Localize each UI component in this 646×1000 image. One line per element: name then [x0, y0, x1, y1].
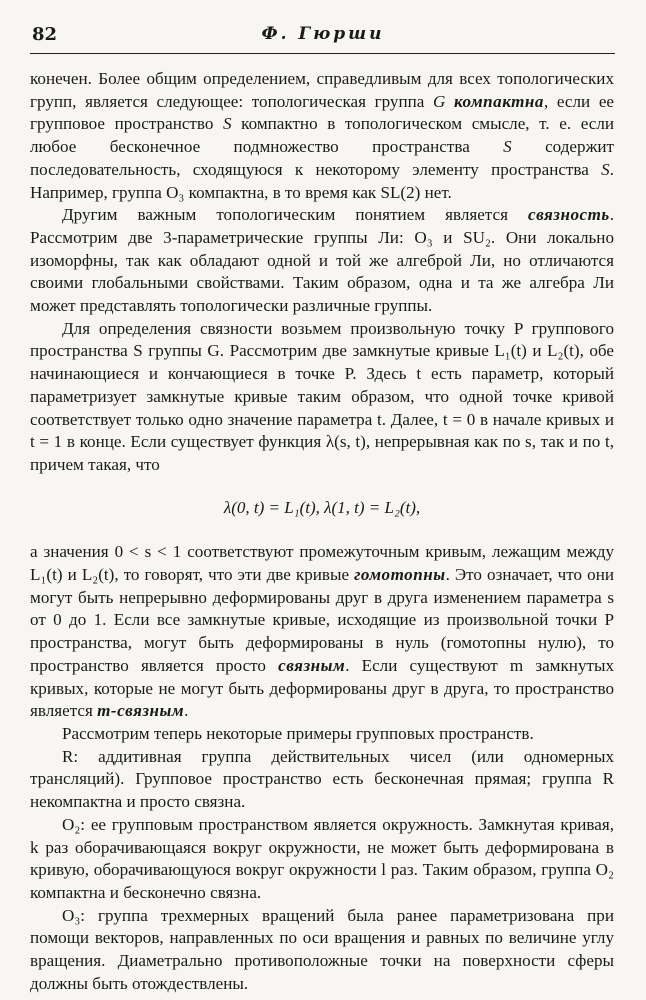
term-connectedness: связность: [528, 205, 610, 225]
page-number: 82: [32, 24, 58, 45]
term-m-connected: m-связным: [97, 701, 185, 721]
page-header: [30, 22, 616, 52]
paragraph-7: O₂: ее групповым пространством является окружность. Замкнутая кривая, k раз оборачивающаяся вокруг окружности, не может быть деформирована в кривую, оборачивающуюся вокруг окружности l раз. Таким образом, группа O₂ компактна и бесконечно связна.: [30, 814, 614, 902]
term-simply-connected: связным: [278, 655, 346, 675]
term-compact: компактна: [454, 91, 544, 111]
term-homotopic: гомотопны: [354, 565, 446, 585]
paragraph-1: конечен. Более общим определением, справедливым для всех топологических групп, является следующее: топологическая группа G компактна, если ее групповое пространство S компактно в топологическом смысле, т. е. если любое бесконечное подмножество пространства S содержит последовательность, сходящуюся к некоторому элементу пространства S. Например, группа O₃ компактна, в то время как SL(2) нет.: [30, 69, 614, 202]
header-rule: [30, 53, 615, 54]
page-body: [30, 68, 614, 995]
formula-homotopy: λ(0, t) = L₁(t), λ(1, t) = L₂(t),: [223, 497, 421, 517]
paragraph-6: R: аддитивная группа действительных чисел (или одномерных трансляций). Групповое пространство есть бесконечная прямая; группа R некомпактна и просто связна.: [30, 746, 614, 812]
paragraph-3: Для определения связности возьмем произвольную точку P группового пространства S группы G. Рассмотрим две замкнутые кривые L₁(t) и L₂(t), обе начинающиеся и кончающиеся в точке P. Здесь t есть параметр, который параметризует замкнутые кривые таким образом, что одной точке кривой соответствует только одно значение параметра t. Далее, t = 0 в начале кривых и t = 1 в конце. Если существует функция λ(s, t), непрерывная как по s, так и по t, причем такая, что: [30, 318, 614, 474]
paragraph-4: а значения 0 < s < 1 соответствуют промежуточным кривым, лежащим между L₁(t) и L₂(t), то говорят, что эти две кривые гомотопны. Это означает, что они могут быть непрерывно деформированы друг в друга изменением параметра s от 0 до 1. Если все замкнутые кривые, исходящие из произвольной точки P пространства, могут быть деформированы в нуль (гомотопны нулю), то пространство является просто связным. Если существуют m замкнутых кривых, которые не могут быть деформированы друг в друга, то пространство является m-связным.: [30, 542, 615, 721]
paragraph-5: Рассмотрим теперь некоторые примеры групповых пространств.: [62, 723, 534, 743]
paragraph-2: Другим важным топологическим понятием является связность. Рассмотрим две 3-параметрические группы Ли: O₃ и SU₂. Они локально изоморфны, так как обладают одной и той же алгеброй Ли, но отличаются своими глобальными свойствами. Таким образом, одна и та же алгебра Ли может представлять топологически различные группы.: [30, 205, 614, 316]
running-head: Ф. Гюрши: [261, 24, 385, 44]
paragraph-8: O₃: группа трехмерных вращений была ранее параметризована при помощи векторов, направленных по оси вращения и равных по величине углу вращения. Диаметрально противоположные точки на поверхности сферы должны быть отождествлены.: [30, 905, 614, 993]
